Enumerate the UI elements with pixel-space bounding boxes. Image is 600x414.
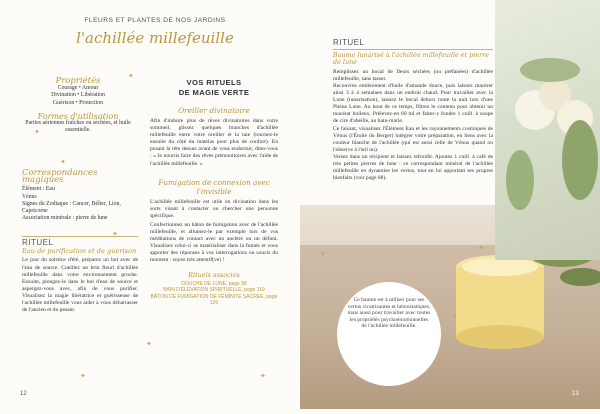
divider bbox=[22, 236, 138, 237]
correspondance-item: Signes du Zodiaque : Cancer, Bélier, Lion, Capricorne bbox=[22, 200, 121, 215]
star-ornament-icon: ✦ bbox=[34, 128, 40, 136]
correspondance-item: Vénus bbox=[22, 193, 37, 200]
star-ornament-icon: ✦ bbox=[112, 230, 118, 238]
rituels-column bbox=[150, 78, 278, 307]
rituel-associe-link[interactable]: BAIN D'ÉLÉVATION SPIRITUELLE, page 119 bbox=[163, 287, 265, 294]
baume-text-4: Versez dans un récipient et laissez refroidir. Ajoutez 1 cuill. à café de très petites pierres de lune : ce correspondant minéral de l'achillée millefeuille en dynamise les vertus, tout en lui apportant ses propres bienfaits (voir page 88). bbox=[333, 153, 493, 182]
page-title: l'achillée millefeuille bbox=[76, 29, 234, 47]
oreiller-title: Oreiller divinatoire bbox=[178, 106, 250, 115]
correspondance-item: Élément : Eau bbox=[22, 186, 55, 193]
baume-text-3: Ce faisant, visualisez l'Élément Eau et les rayonnements cosmiques de Vénus (l'Étoile du Berger) intégrer votre préparation, en liens avec la couleur blanche de l'achillée (qui est aussi celle de Vénus quand on l'observe à l'œil nu). bbox=[333, 125, 493, 153]
page-number: 12 bbox=[20, 391, 27, 397]
correspondance-item: Association minérale : pierre de lune bbox=[22, 215, 108, 222]
proprietes-item: Divination • Libération bbox=[51, 92, 105, 99]
formes-text: Parties aériennes fraîches ou séchées, et huile essentielle. bbox=[25, 120, 131, 134]
column-heading-line2: DE MAGIE VERTE bbox=[178, 88, 250, 97]
proprietes-item: Guérison • Protection bbox=[52, 99, 103, 106]
star-ornament-icon: ✦ bbox=[146, 340, 152, 348]
rituel-text: Le jour du solstice d'été, préparez un bol avec de l'eau de source. Cueillez un brin fleuri d'achillée millefeuille dans votre environnement proche. Ensuite, plongez-le dans le bol d'eau de source et aspergez-vous avec, afin de vous purifier. Visualisez la magie libératrice et guérisseuse de l'achillée millefeuille vous aider à vous débarrasser de l'ancien et du pesant. bbox=[22, 257, 138, 314]
rituels-associes-list bbox=[150, 281, 278, 307]
star-ornament-icon: ✦ bbox=[128, 72, 134, 80]
star-ornament-icon: ✦ bbox=[452, 312, 458, 320]
formes-title: Formes d'utilisation bbox=[37, 111, 119, 121]
rituel-label: RITUEL bbox=[333, 38, 365, 47]
star-ornament-icon: ✦ bbox=[260, 372, 266, 380]
star-ornament-icon: ✦ bbox=[80, 372, 86, 380]
star-ornament-icon: ✦ bbox=[320, 250, 326, 258]
rituel-title: Eau de purification et de guérison bbox=[22, 247, 137, 256]
oreiller-text: Afin d'induire plus de rêves divinatoires dans votre sommeil, glissez quelques branches d'achillée millefeuille entre votre oreiller et la taie (tournez-le ensuite du côté du matelas pour plus de confort). En posant la tête dessus avant de vous endormir, dites-vous : « Je nourris faire des rêves prémonitoires avec l'aide de l'achillée millefeuille. » bbox=[150, 118, 278, 167]
rituel-associe-link[interactable]: BÂTON DE FUMIGATION DE FÉMINITÉ SACRÉE, page 126 bbox=[150, 293, 278, 307]
proprietes-title: Propriétés bbox=[55, 76, 101, 86]
rituels-associes-title: Rituels associés bbox=[188, 270, 240, 279]
proprietes-item: Courage • Amour bbox=[57, 85, 99, 92]
yarrow-flower-illustration bbox=[495, 0, 600, 260]
correspondances-title: Correspondances magiques bbox=[22, 168, 98, 186]
rituel-label: RITUEL bbox=[22, 238, 54, 247]
chapter-header: FLEURS ET PLANTES DE NOS JARDINS bbox=[84, 17, 226, 24]
fumigation-title: Fumigation de connexion avec l'invisible bbox=[158, 177, 270, 196]
divider bbox=[333, 49, 493, 50]
column-heading-line1: VOS RITUELS bbox=[186, 78, 242, 87]
caption-bubble bbox=[337, 282, 441, 386]
star-ornament-icon: ✦ bbox=[478, 244, 484, 252]
fumigation-text-1: L'achillée millefeuille est utile en divination dans les sorts visant à contacter ou chercher une personne spécifique. bbox=[150, 198, 278, 219]
baume-text-1: Remplissez un bocal de fleurs séchées (ou préfanées) d'achillée millefeuille, sans tasser. bbox=[333, 68, 493, 82]
baume-block bbox=[333, 38, 493, 182]
photo-yarrow-flowers bbox=[495, 0, 600, 260]
rituel-associe-link[interactable]: DOUCHE DE LUNE, page 88 bbox=[181, 280, 247, 287]
left-page bbox=[0, 0, 300, 409]
proprietes-block bbox=[22, 78, 134, 134]
correspondances-block bbox=[22, 170, 134, 222]
page-number: 13 bbox=[572, 391, 579, 397]
rituel-eau-block bbox=[22, 236, 138, 314]
fumigation-text-2: Confectionnez un bâton de fumigation avec de l'achillée millefeuille, et allumez-le par exemple lors de vos méditations de contact avec un ancêtre ou un défunt. Visualisez celui-ci se matérialiser dans la fumée et vous apporter des réponses à vos interrogations ou soucis du moment : soyez très attentif(ve) ! bbox=[150, 221, 278, 264]
star-ornament-icon: ✦ bbox=[60, 158, 66, 166]
baume-text-2: Recouvrez entièrement d'huile d'amande douce, puis laissez macérer ainsi 3 à 4 semaines dans un endroit chaud. Pour travailler avec la Lune (lunarisation), laissez le bocal dehors toute la nuit lors d'une Pleine Lune. Au bout de ce temps, filtrez le contenu pour obtenir un macérat huileux. Prélevez-en 60 ml et faites-y fondre 1 cuill. à soupe de cire d'abeille, au bain-marie. bbox=[333, 83, 493, 125]
baume-title: Baume lunarisé à l'achillée millefeuille et pierre de lune bbox=[333, 51, 490, 67]
caption-text: Ce baume est à utiliser pour ses vertus cicatrisantes et hémostatiques, mais aussi pour travailler avec toutes les propriétés psychoémotionnelles de l'achillée millefeuille. bbox=[347, 297, 431, 330]
